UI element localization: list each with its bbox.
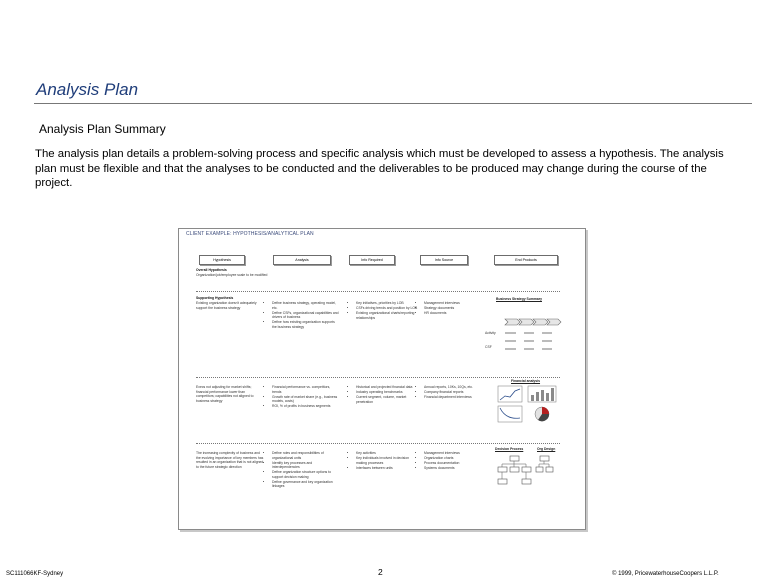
row-divider bbox=[196, 443, 560, 444]
row2-analysis-item: • ROI, % of profits in business segments bbox=[272, 404, 340, 409]
row3-info-required bbox=[352, 451, 418, 471]
intro-paragraph: The analysis plan details a problem-solving process and specific analysis which must be developed to assess a hypothesis. The analysis plan must be flexible and that the analyses to be conducted and the deliverables to be produced may change during the course of the project. bbox=[35, 148, 724, 189]
row2-info-required-item: • Current segment, volume, market penetration bbox=[356, 395, 418, 404]
section-subtitle: Analysis Plan Summary bbox=[39, 122, 166, 136]
row1-info-source bbox=[420, 301, 484, 316]
row3-info-required-item: • Interfaces between units bbox=[356, 466, 418, 471]
row3-info-source-item: • Organization charts bbox=[424, 456, 484, 461]
row2-hypothesis: Execs not adjusting for market shifts; financial performance lower than competitors; capabilities not aligned to business strategy bbox=[196, 385, 254, 403]
row3-analysis-item: • Define roles and responsibilities of organizational units bbox=[272, 451, 340, 460]
row1-info-required-item: • Existing organizational charts/reporting relationships bbox=[356, 311, 418, 320]
business-strategy-graphic bbox=[500, 312, 562, 356]
page-title: Analysis Plan bbox=[36, 80, 139, 99]
row3-analysis-item: • Define organization structure options to support decision making bbox=[272, 470, 340, 479]
row-divider bbox=[196, 291, 560, 292]
row1-info-source-item: • Strategy documents bbox=[424, 306, 484, 311]
row1-info-source-item: • Management interviews bbox=[424, 301, 484, 306]
row3-info-source bbox=[420, 451, 484, 471]
decision-process-graphic bbox=[496, 454, 560, 488]
row2-analysis-item: • Financial performance vs. competitors, trends bbox=[272, 385, 340, 394]
row-divider bbox=[196, 377, 560, 378]
end-product-decision-process: Decision Process bbox=[495, 447, 524, 451]
row2-info-source-item: • Financial department interviews bbox=[424, 395, 484, 400]
end-product-org-design: Org Design bbox=[537, 447, 556, 451]
column-header-info-required: Info Required bbox=[349, 255, 395, 265]
activity-label: Activity bbox=[485, 331, 496, 335]
row2-info-source bbox=[420, 385, 484, 400]
row2-info-required-item: • Industry operating benchmarks bbox=[356, 390, 418, 395]
row2-info-source-item: • Annual reports, 10Ks, 10Qs, etc. bbox=[424, 385, 484, 390]
row1-info-source-item: • HR documents bbox=[424, 311, 484, 316]
row1-info-required-item: • Key initiatives, priorities by LOB bbox=[356, 301, 418, 306]
row3-info-required-item: • Key individuals involved in decision making processes bbox=[356, 456, 418, 465]
end-product-financial-analysis: Financial analysis bbox=[511, 379, 541, 383]
overall-hypothesis-heading: Overall Hypothesis bbox=[196, 268, 227, 272]
row1-analysis bbox=[268, 301, 340, 330]
column-header-end-products: End Products bbox=[494, 255, 558, 265]
supporting-hypothesis-heading: Supporting Hypothesis bbox=[196, 296, 234, 300]
row3-info-required-item: • Key activities bbox=[356, 451, 418, 456]
row3-info-source-item: • Systems documents bbox=[424, 466, 484, 471]
column-header-analysis: Analysis bbox=[273, 255, 331, 265]
column-header-hypothesis: Hypothesis bbox=[199, 255, 245, 265]
title-divider bbox=[34, 103, 752, 104]
row2-info-source-item: • Company financial reports bbox=[424, 390, 484, 395]
financial-analysis-graphic bbox=[496, 384, 560, 424]
row1-analysis-item: • Define how existing organization supports the business strategy bbox=[272, 320, 340, 329]
row3-info-source-item: • Management interviews bbox=[424, 451, 484, 456]
row1-analysis-item: • Define CSFs, organizational capabilities and drivers of business bbox=[272, 311, 340, 320]
row2-analysis bbox=[268, 385, 340, 409]
row2-analysis-item: • Growth rate of market share (e.g., business models, costs) bbox=[272, 395, 340, 404]
row2-info-required-item: • Historical and projected financial data bbox=[356, 385, 418, 390]
row3-info-source-item: • Process documentation bbox=[424, 461, 484, 466]
column-header-info-source: Info Source bbox=[420, 255, 468, 265]
row1-info-required-item: • CSFs driving trends and position by LOB bbox=[356, 306, 418, 311]
row1-info-required bbox=[352, 301, 418, 321]
row3-analysis bbox=[268, 451, 340, 489]
page-number: 2 bbox=[378, 567, 383, 577]
row1-hypothesis: Existing organization doesn't adequately support the business strategy bbox=[196, 301, 257, 310]
row1-analysis-item: • Define business strategy, operating model, etc. bbox=[272, 301, 340, 310]
row3-analysis-item: • Define governance and key organization linkages bbox=[272, 480, 340, 489]
footer-document-code: SC111066KF-Sydney bbox=[6, 571, 64, 577]
row3-analysis-item: • Identify key processes and interdependencies bbox=[272, 461, 340, 470]
row3-hypothesis: The increasing complexity of business and the evolving importance of key members has resulted in an organization that is not aligned to the future strategic direction bbox=[196, 451, 264, 469]
footer-copyright: © 1999, PricewaterhouseCoopers L.L.P. bbox=[612, 571, 719, 577]
end-product-business-strategy: Business Strategy Summary bbox=[496, 297, 542, 301]
figure-title: CLIENT EXAMPLE: HYPOTHESIS/ANALYTICAL PLAN bbox=[186, 231, 314, 237]
overall-hypothesis-text: Organization/job/employee scale to be modified bbox=[196, 273, 268, 277]
csf-label: CSF bbox=[485, 345, 492, 349]
row2-info-required bbox=[352, 385, 418, 405]
